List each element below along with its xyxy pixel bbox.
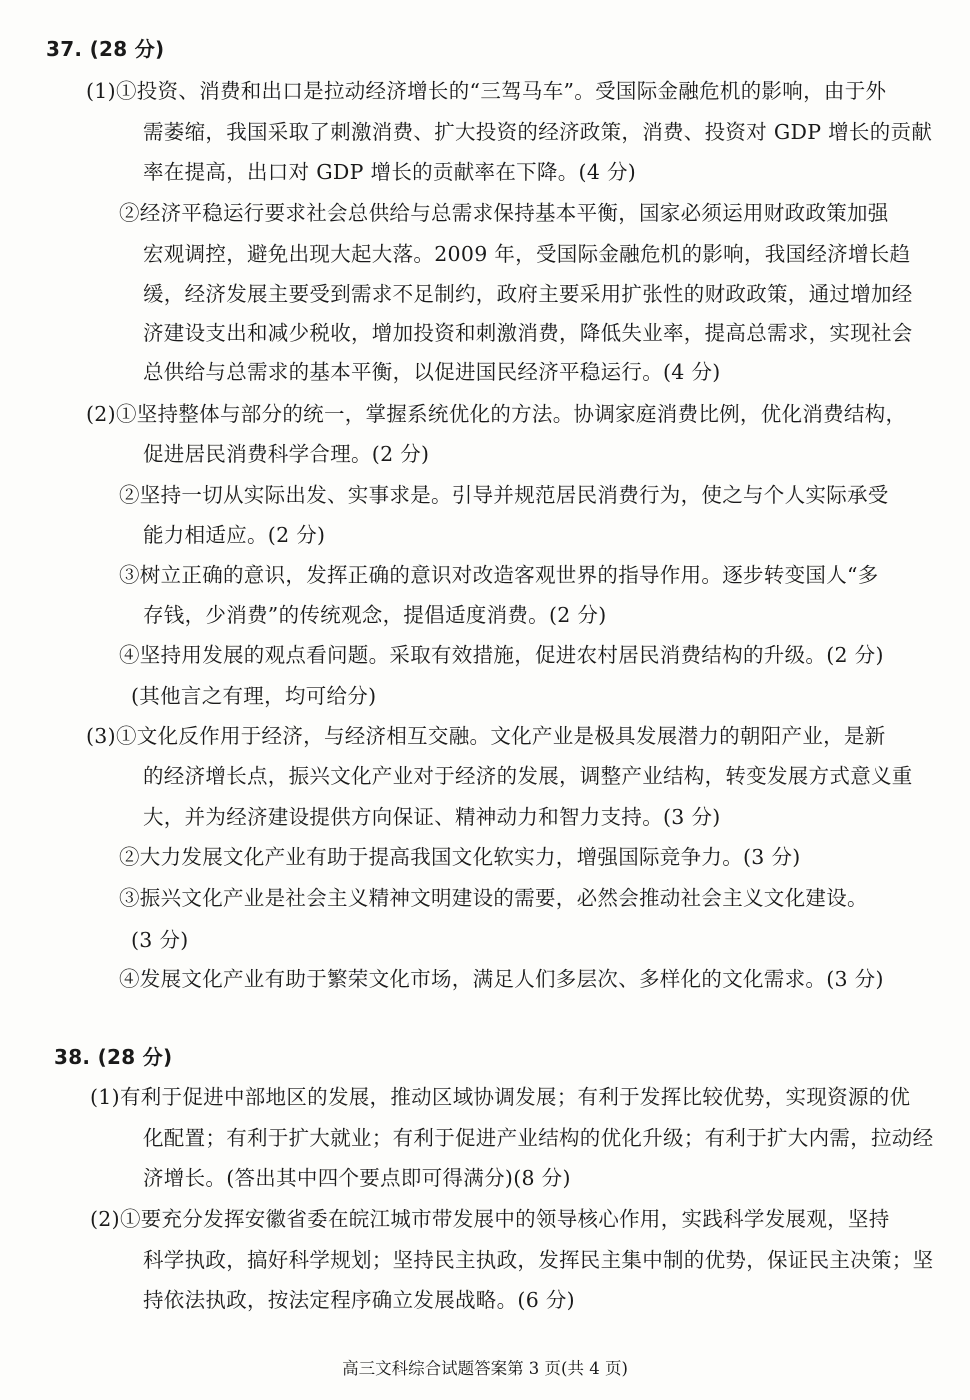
text-line: 宏观调控，避免出现大起大落。2009 年，受国际金融危机的影响，我国经济增长趋 [143,242,911,266]
text-line: (2)①要充分发挥安徽省委在皖江城市带发展中的领导核心作用，实践科学发展观，坚持 [90,1207,890,1231]
text-line: 化配置；有利于扩大就业；有利于促进产业结构的优化升级；有利于扩大内需，拉动经 [143,1126,934,1150]
text-line: 的经济增长点，振兴文化产业对于经济的发展，调整产业结构，转变发展方式意义重 [143,764,913,788]
text-line: ③树立正确的意识，发挥正确的意识对改造客观世界的指导作用。逐步转变国人“多 [119,563,879,587]
text-line: (3)①文化反作用于经济，与经济相互交融。文化产业是极具发展潜力的朝阳产业，是新 [86,724,886,748]
text-line: 促进居民消费科学合理。(2 分) [143,442,430,466]
text-line: (1)有利于促进中部地区的发展，推动区域协调发展；有利于发挥比较优势，实现资源的优 [90,1085,911,1109]
text-line: ②经济平稳运行要求社会总供给与总需求保持基本平衡，国家必须运用财政政策加强 [119,201,889,225]
text-line: 总供给与总需求的基本平衡，以促进国民经济平稳运行。(4 分) [143,360,721,384]
text-line: (其他言之有理，均可给分) [131,684,377,708]
text-line: 济增长。(答出其中四个要点即可得满分)(8 分) [143,1166,571,1190]
text-line: 缓，经济发展主要受到需求不足制约，政府主要采用扩张性的财政政策，通过增加经 [143,282,913,306]
text-line: ③振兴文化产业是社会主义精神文明建设的需要，必然会推动社会主义文化建设。 [119,886,868,910]
text-line: 持依法执政，按法定程序确立发展战略。(6 分) [143,1288,575,1312]
text-line: 率在提高，出口对 GDP 增长的贡献率在下降。(4 分) [143,160,637,184]
text-line: 大，并为经济建设提供方向保证、精神动力和智力支持。(3 分) [143,805,721,829]
text-line: (2)①坚持整体与部分的统一，掌握系统优化的方法。协调家庭消费比例，优化消费结构， [86,402,907,426]
page-footer: 高三文科综合试题答案第 3 页(共 4 页) [342,1359,628,1378]
text-line: ②坚持一切从实际出发、实事求是。引导并规范居民消费行为，使之与个人实际承受 [119,483,889,507]
text-line: (3 分) [131,928,189,952]
text-line: 存钱，少消费”的传统观念，提倡适度消费。(2 分) [143,603,607,627]
q38-heading: 38. (28 分) [54,1045,173,1069]
text-line: ④发展文化产业有助于繁荣文化市场，满足人们多层次、多样化的文化需求。(3 分) [119,967,884,991]
text-line: (1)①投资、消费和出口是拉动经济增长的“三驾马车”。受国际金融危机的影响，由于外 [86,79,887,103]
text-line: 需萎缩，我国采取了刺激消费、扩大投资的经济政策，消费、投资对 GDP 增长的贡献 [143,120,933,144]
text-line: 济建设支出和减少税收，增加投资和刺激消费，降低失业率，提高总需求，实现社会 [143,321,913,345]
text-line: ②大力发展文化产业有助于提高我国文化软实力，增强国际竞争力。(3 分) [119,845,801,869]
text-line: 能力相适应。(2 分) [143,523,326,547]
text-line: 科学执政，搞好科学规划；坚持民主执政，发挥民主集中制的优势，保证民主决策；坚 [143,1248,934,1272]
text-line: ④坚持用发展的观点看问题。采取有效措施，促进农村居民消费结构的升级。(2 分) [119,643,884,667]
q37-heading: 37. (28 分) [46,37,165,61]
